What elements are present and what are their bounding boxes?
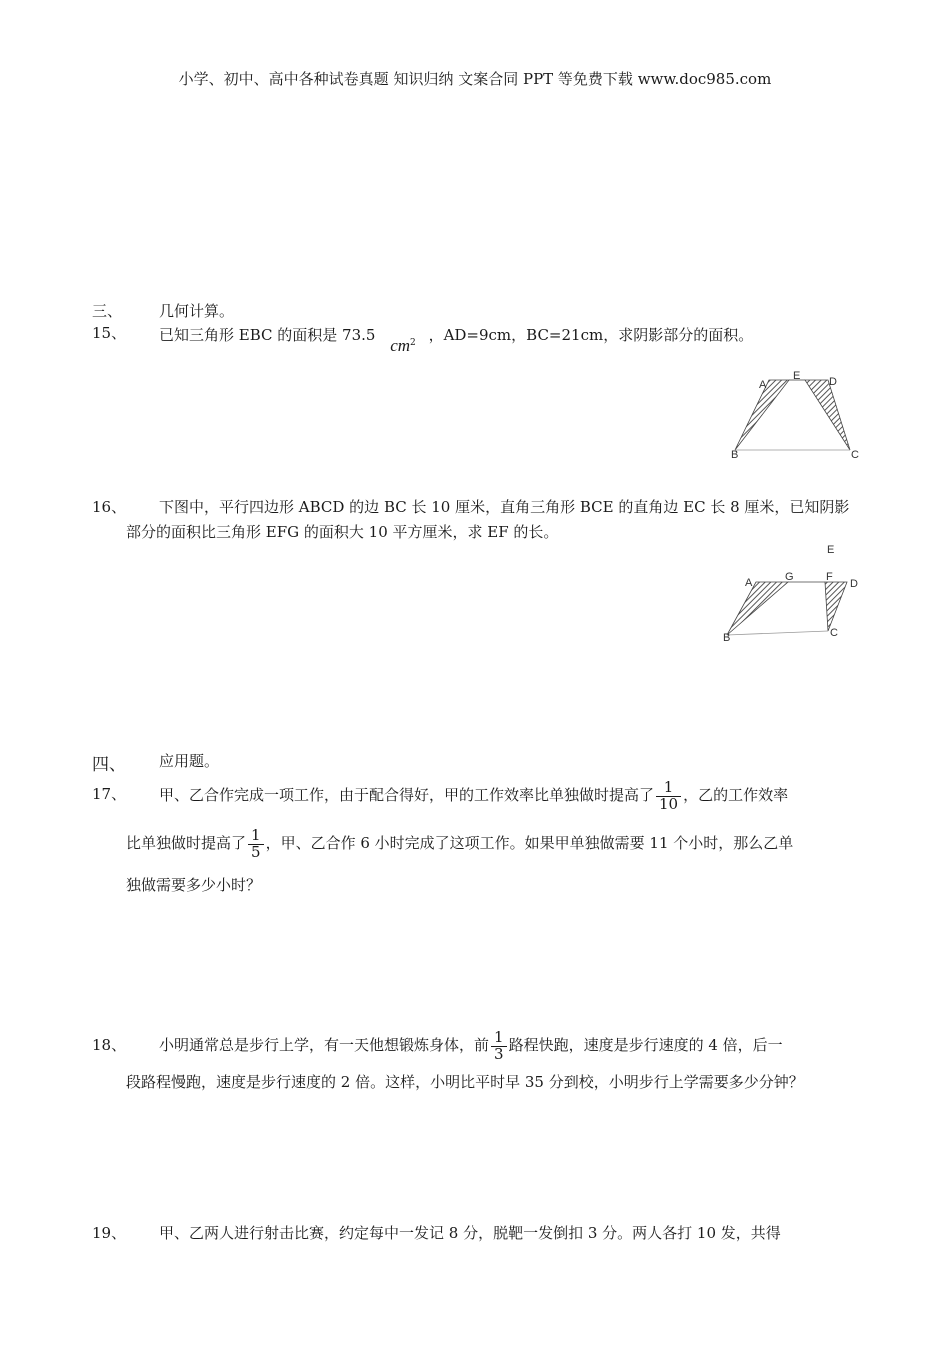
figure-16-parallelogram [718, 538, 868, 646]
fig16-label-e: E [827, 544, 835, 556]
q15-unit-exp: 2 [410, 338, 416, 348]
q17-line3: 独做需要多少小时？ [126, 876, 262, 894]
fig16-label-g: G [785, 571, 794, 583]
fig15-label-e: E [793, 370, 801, 382]
q18-frac-den: 3 [494, 1044, 504, 1063]
q17-fraction-1 [656, 777, 681, 813]
q17-frac1-den: 10 [659, 794, 679, 813]
q17-number: 17、 [92, 785, 127, 803]
q18-line1 [159, 1018, 783, 1073]
page-header: 小学、初中、高中各种试卷真题 知识归纳 文案合同 PPT 等免费下载 www.doc985.com [178, 70, 772, 88]
q17-fraction-2 [248, 825, 264, 861]
fig15-label-c: C [851, 449, 859, 461]
q17-line1-a: 甲、乙合作完成一项工作，由于配合得好，甲的工作效率比单独做时提高了 [159, 786, 655, 804]
q18-number: 18、 [92, 1036, 127, 1054]
fig16-base-edge [727, 631, 828, 635]
q17-frac1-num: 1 [656, 780, 681, 797]
fig16-shaded-right [825, 582, 847, 631]
q15-unit-base: cm [390, 336, 411, 355]
q17-frac2-num: 1 [248, 828, 264, 845]
section-4-title: 应用题。 [159, 752, 220, 770]
q17-line2-b: ，甲、乙合作 6 小时完成了这项工作。如果甲单独做需要 11 个小时，那么乙单 [265, 834, 794, 852]
q19-line1: 甲、乙两人进行射击比赛，约定每中一发记 8 分，脱靶一发倒扣 3 分。两人各打 10 发，共得 [159, 1224, 781, 1242]
q17-line1 [159, 768, 788, 823]
fig16-label-d: D [850, 578, 858, 590]
q18-fraction [491, 1027, 507, 1063]
fig15-label-a: A [759, 379, 767, 391]
q19-number: 19、 [92, 1224, 127, 1242]
q15-text-a: 已知三角形 EBC 的面积是 73.5 [159, 326, 376, 344]
fig16-label-f: F [826, 571, 833, 583]
fig16-label-a: A [745, 577, 753, 589]
q17-line1-b: ，乙的工作效率 [683, 786, 789, 804]
q15-unit [390, 337, 416, 354]
q15-number: 15、 [92, 324, 127, 342]
figure-15-trapezoid [725, 368, 865, 463]
q17-line2-a: 比单独做时提高了 [126, 834, 247, 852]
q18-line1-a: 小明通常总是步行上学，有一天他想锻炼身体，前 [159, 1036, 490, 1054]
fig16-shaded-left [727, 582, 788, 635]
q18-line2: 段路程慢跑，速度是步行速度的 2 倍。这样，小明比平时早 35 分到校，小明步行上学需要多少分钟？ [126, 1073, 804, 1091]
fig15-label-b: B [731, 449, 739, 461]
q17-frac2-den: 5 [251, 842, 261, 861]
fig15-shaded-right [805, 380, 850, 450]
q17-line2 [126, 816, 793, 871]
q16-line1: 下图中，平行四边形 ABCD 的边 BC 长 10 厘米，直角三角形 BCE 的直角边 EC 长 8 厘米，已知阴影 [159, 498, 850, 516]
q15-text [159, 326, 754, 355]
fig16-label-c: C [830, 627, 838, 639]
q16-line2: 部分的面积比三角形 EFG 的面积大 10 平方厘米，求 EF 的长。 [126, 523, 559, 541]
fig15-label-d: D [829, 376, 837, 388]
section-3-title: 几何计算。 [159, 302, 235, 320]
q16-number: 16、 [92, 498, 127, 516]
fig16-label-b: B [723, 632, 731, 644]
q18-line1-b: 路程快跑，速度是步行速度的 4 倍，后一 [508, 1036, 783, 1054]
q18-frac-num: 1 [491, 1030, 507, 1047]
section-4-number: 四、 [92, 755, 126, 775]
section-3-number: 三、 [92, 302, 123, 320]
q15-text-b: ，AD=9cm，BC=21cm，求阴影部分的面积。 [428, 326, 754, 344]
